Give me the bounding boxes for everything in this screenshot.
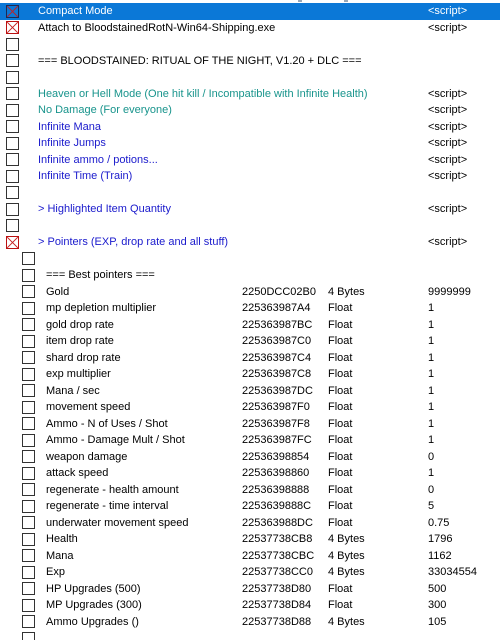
entry-type: Float xyxy=(328,599,353,611)
active-checkbox[interactable] xyxy=(6,21,19,34)
active-checkbox[interactable] xyxy=(22,450,35,463)
entry-type: 4 Bytes xyxy=(328,285,365,298)
entry-description: === Best pointers === xyxy=(46,269,155,281)
entry-description: Compact Mode xyxy=(38,5,113,17)
entry-description: shard drop rate xyxy=(46,351,121,364)
active-checkbox[interactable] xyxy=(22,335,35,348)
entry-description: Health xyxy=(46,533,78,545)
active-checkbox[interactable] xyxy=(22,269,35,282)
entry-description: Infinite ammo / potions... xyxy=(38,153,158,166)
entry-value[interactable]: 33034554 xyxy=(428,566,477,578)
entry-description: underwater movement speed xyxy=(46,516,189,529)
script-row[interactable] xyxy=(0,20,500,37)
active-checkbox[interactable] xyxy=(22,384,35,397)
entry-address: 22537738D80 xyxy=(242,582,312,595)
entry-type: Float xyxy=(328,467,353,479)
entry-value[interactable]: <script> xyxy=(428,120,468,133)
entry-value[interactable]: <script> xyxy=(428,170,468,182)
entry-type: Float xyxy=(328,384,353,397)
pointer-row[interactable] xyxy=(0,564,500,581)
entry-description: Gold xyxy=(46,285,70,298)
entry-value[interactable]: 1796 xyxy=(428,533,453,545)
active-checkbox[interactable] xyxy=(6,236,19,249)
script-row[interactable] xyxy=(0,3,500,20)
pointer-row[interactable] xyxy=(0,300,500,317)
entry-description: regenerate - time interval xyxy=(46,500,169,512)
entry-description: Infinite Mana xyxy=(38,120,101,133)
entry-value[interactable]: 1 xyxy=(428,368,435,380)
entry-address: 225363987FC xyxy=(242,434,312,446)
pointer-row[interactable] xyxy=(0,630,500,640)
entry-value[interactable]: 1 xyxy=(428,467,435,479)
entry-description: movement speed xyxy=(46,401,131,413)
script-row[interactable] xyxy=(0,53,500,70)
active-checkbox[interactable] xyxy=(22,599,35,612)
pointer-row[interactable] xyxy=(0,465,500,482)
entry-address: 2250DCC02B0 xyxy=(242,285,316,298)
active-checkbox[interactable] xyxy=(22,516,35,529)
active-checkbox[interactable] xyxy=(22,467,35,480)
entry-value[interactable]: <script> xyxy=(428,203,468,215)
entry-value[interactable]: <script> xyxy=(428,153,468,166)
entry-description: gold drop rate xyxy=(46,318,114,331)
pointer-row[interactable] xyxy=(0,366,500,383)
pointer-row[interactable] xyxy=(0,548,500,565)
entry-address: 225363987F8 xyxy=(242,417,310,430)
entry-address: 22536398854 xyxy=(242,450,310,463)
entry-type: Float xyxy=(328,582,353,595)
script-row[interactable] xyxy=(0,36,500,53)
entry-type: Float xyxy=(328,401,353,413)
entry-value[interactable]: <script> xyxy=(428,21,468,34)
pointer-row[interactable] xyxy=(0,498,500,515)
entry-type: 4 Bytes xyxy=(328,615,365,628)
active-checkbox[interactable] xyxy=(6,203,19,216)
active-checkbox[interactable] xyxy=(22,582,35,595)
pointer-row[interactable] xyxy=(0,515,500,532)
active-checkbox[interactable] xyxy=(6,219,19,232)
active-checkbox[interactable] xyxy=(22,401,35,414)
entry-value[interactable]: 0 xyxy=(428,450,435,463)
entry-address: 22537738CB8 xyxy=(242,533,313,545)
entry-value[interactable]: 500 xyxy=(428,582,447,595)
entry-address: 225363987DC xyxy=(242,384,313,397)
pointer-row[interactable] xyxy=(0,482,500,499)
entry-description: Attach to BloodstainedRotN-Win64-Shipping.exe xyxy=(38,21,276,34)
active-checkbox[interactable] xyxy=(6,153,19,166)
script-row[interactable] xyxy=(0,152,500,169)
active-checkbox[interactable] xyxy=(22,632,35,640)
active-checkbox[interactable] xyxy=(6,71,19,84)
entry-address: 22536398860 xyxy=(242,467,310,479)
entry-address: 225363987C0 xyxy=(242,335,312,347)
active-checkbox[interactable] xyxy=(22,318,35,331)
pointer-row[interactable] xyxy=(0,597,500,614)
script-row[interactable] xyxy=(0,119,500,136)
entry-value[interactable]: 0 xyxy=(428,483,435,496)
active-checkbox[interactable] xyxy=(22,302,35,315)
entry-description: Mana / sec xyxy=(46,384,100,397)
entry-description: Mana xyxy=(46,549,74,562)
entry-description: weapon damage xyxy=(46,450,128,463)
active-checkbox[interactable] xyxy=(22,483,35,496)
script-row[interactable] xyxy=(0,201,500,218)
entry-value[interactable]: <script> xyxy=(428,104,468,116)
top-edge-marker xyxy=(298,0,302,2)
entry-type: Float xyxy=(328,368,353,380)
pointer-row[interactable] xyxy=(0,251,500,268)
active-checkbox[interactable] xyxy=(22,417,35,430)
active-checkbox[interactable] xyxy=(22,549,35,562)
entry-value[interactable]: <script> xyxy=(428,137,468,149)
entry-description: HP Upgrades (500) xyxy=(46,582,141,595)
entry-value[interactable]: <script> xyxy=(428,87,468,100)
entry-description: Exp xyxy=(46,566,65,578)
entry-address: 22537738D88 xyxy=(242,615,312,628)
pointer-row[interactable] xyxy=(0,350,500,367)
script-row[interactable] xyxy=(0,135,500,152)
entry-address: 225363987F0 xyxy=(242,401,310,413)
active-checkbox[interactable] xyxy=(6,87,19,100)
active-checkbox[interactable] xyxy=(22,351,35,364)
entry-value[interactable]: 1 xyxy=(428,351,435,364)
entry-value[interactable]: 1 xyxy=(428,384,435,397)
script-row[interactable] xyxy=(0,69,500,86)
entry-type: Float xyxy=(328,318,353,331)
entry-type: Float xyxy=(328,516,353,529)
active-checkbox[interactable] xyxy=(22,434,35,447)
entry-type: 4 Bytes xyxy=(328,566,365,578)
entry-address: 22537738CBC xyxy=(242,549,315,562)
entry-type: Float xyxy=(328,483,353,496)
pointer-row[interactable] xyxy=(0,432,500,449)
entry-value[interactable]: 1 xyxy=(428,401,435,413)
pointer-row[interactable] xyxy=(0,416,500,433)
entry-address: 225363987A4 xyxy=(242,302,311,314)
pointer-row[interactable] xyxy=(0,531,500,548)
entry-value[interactable]: <script> xyxy=(428,5,468,17)
active-checkbox[interactable] xyxy=(6,54,19,67)
script-row[interactable] xyxy=(0,168,500,185)
entry-description: regenerate - health amount xyxy=(46,483,179,496)
active-checkbox[interactable] xyxy=(6,5,19,18)
entry-address: 22537738CC0 xyxy=(242,566,313,578)
entry-value[interactable]: 300 xyxy=(428,599,447,611)
script-row[interactable] xyxy=(0,234,500,251)
active-checkbox[interactable] xyxy=(22,252,35,265)
entry-type: Float xyxy=(328,302,353,314)
script-row[interactable] xyxy=(0,86,500,103)
entry-value[interactable]: 1 xyxy=(428,417,435,430)
entry-description: Infinite Time (Train) xyxy=(38,170,133,182)
entry-description: Ammo Upgrades () xyxy=(46,615,139,628)
entry-description: mp depletion multiplier xyxy=(46,302,157,314)
entry-type: Float xyxy=(328,500,353,512)
pointer-row[interactable] xyxy=(0,399,500,416)
entry-value[interactable]: 1 xyxy=(428,335,435,347)
entry-description: Ammo - Damage Mult / Shot xyxy=(46,434,185,446)
entry-address: 22536398888 xyxy=(242,483,310,496)
pointer-row[interactable] xyxy=(0,267,500,284)
active-checkbox[interactable] xyxy=(6,104,19,117)
entry-description: exp multiplier xyxy=(46,368,111,380)
pointer-row[interactable] xyxy=(0,614,500,631)
entry-value[interactable]: 1 xyxy=(428,434,435,446)
entry-description: No Damage (For everyone) xyxy=(38,104,172,116)
active-checkbox[interactable] xyxy=(6,186,19,199)
entry-description: MP Upgrades (300) xyxy=(46,599,142,611)
active-checkbox[interactable] xyxy=(6,170,19,183)
script-row[interactable] xyxy=(0,218,500,235)
entry-value[interactable]: 1162 xyxy=(428,549,452,562)
active-checkbox[interactable] xyxy=(22,368,35,381)
entry-type: 4 Bytes xyxy=(328,533,365,545)
active-checkbox[interactable] xyxy=(6,137,19,150)
pointer-row[interactable] xyxy=(0,383,500,400)
entry-type: 4 Bytes xyxy=(328,549,365,562)
entry-description: Infinite Jumps xyxy=(38,137,106,149)
entry-address: 225363987C4 xyxy=(242,351,312,364)
entry-address: 225363988DC xyxy=(242,516,313,529)
active-checkbox[interactable] xyxy=(6,120,19,133)
active-checkbox[interactable] xyxy=(22,500,35,513)
active-checkbox[interactable] xyxy=(22,533,35,546)
active-checkbox[interactable] xyxy=(6,38,19,51)
top-edge-marker xyxy=(344,0,348,2)
entry-description: item drop rate xyxy=(46,335,114,347)
script-row[interactable] xyxy=(0,102,500,119)
entry-type: Float xyxy=(328,417,353,430)
entry-value[interactable]: 1 xyxy=(428,302,435,314)
entry-value[interactable]: <script> xyxy=(428,236,468,248)
pointer-row[interactable] xyxy=(0,449,500,466)
active-checkbox[interactable] xyxy=(22,285,35,298)
entry-type: Float xyxy=(328,335,353,347)
entry-description: === BLOODSTAINED: RITUAL OF THE NIGHT, V1.20 + DLC === xyxy=(38,54,362,67)
entry-description: > Highlighted Item Quantity xyxy=(38,203,171,215)
active-checkbox[interactable] xyxy=(22,615,35,628)
entry-type: Float xyxy=(328,351,353,364)
entry-address: 22537738D84 xyxy=(242,599,312,611)
pointer-row[interactable] xyxy=(0,333,500,350)
entry-value[interactable]: 0.75 xyxy=(428,516,450,529)
pointer-row[interactable] xyxy=(0,284,500,301)
entry-type: Float xyxy=(328,434,353,446)
script-row[interactable] xyxy=(0,185,500,202)
entry-description: Heaven or Hell Mode (One hit kill / Incompatible with Infinite Health) xyxy=(38,87,368,100)
entry-address: 225363987BC xyxy=(242,318,313,331)
entry-value[interactable]: 1 xyxy=(428,318,435,331)
entry-address: 2253639888C xyxy=(242,500,312,512)
entry-value[interactable]: 5 xyxy=(428,500,435,512)
entry-value[interactable]: 9999999 xyxy=(428,285,471,298)
pointer-row[interactable] xyxy=(0,581,500,598)
entry-type: Float xyxy=(328,450,353,463)
entry-description: > Pointers (EXP, drop rate and all stuff) xyxy=(38,236,229,248)
entry-description: attack speed xyxy=(46,467,109,479)
active-checkbox[interactable] xyxy=(22,566,35,579)
pointer-row[interactable] xyxy=(0,317,500,334)
entry-description: Ammo - N of Uses / Shot xyxy=(46,417,168,430)
entry-address: 225363987C8 xyxy=(242,368,312,380)
entry-value[interactable]: 105 xyxy=(428,615,447,628)
